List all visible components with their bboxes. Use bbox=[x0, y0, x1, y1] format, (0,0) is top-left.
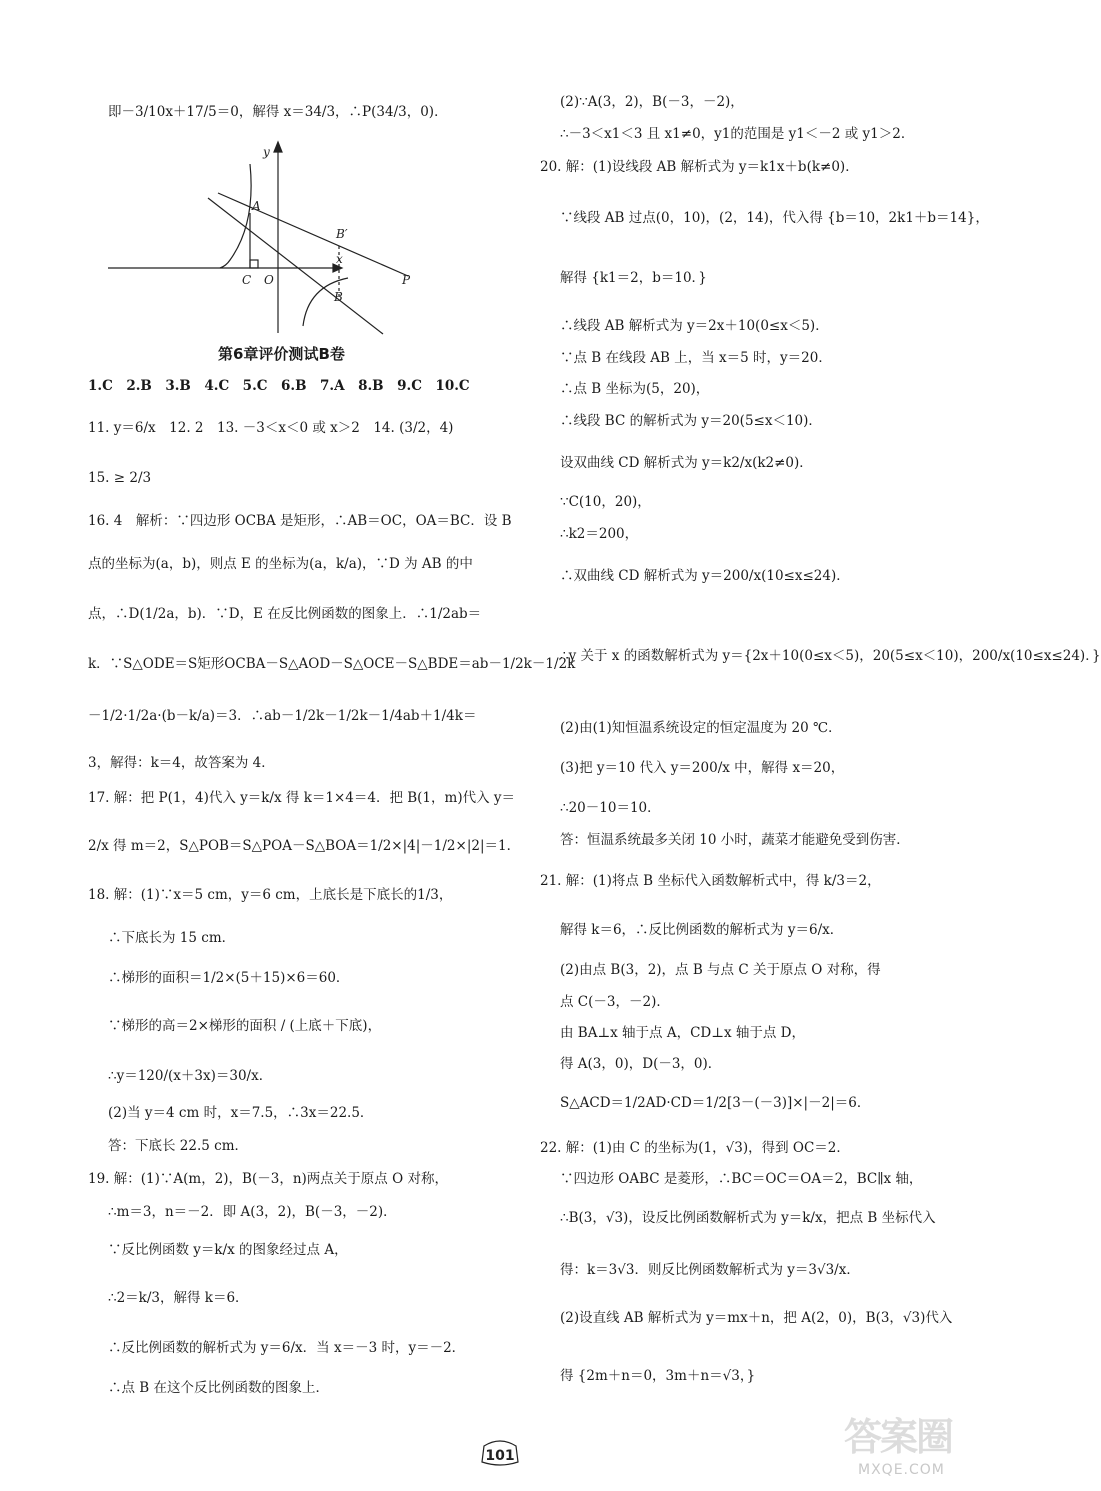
text-line: 18. 解：(1)∵x＝5 cm，y＝6 cm，上底长是下底长的1/3， bbox=[88, 887, 453, 903]
section-title: 第6章评价测试B卷 bbox=[218, 345, 345, 363]
y-axis-arrow bbox=[274, 142, 282, 152]
text-line: 由 BA⊥x 轴于点 A，CD⊥x 轴于点 D， bbox=[560, 1025, 805, 1041]
text-line: 20. 解：(1)设线段 AB 解析式为 y＝k1x＋b(k≠0)． bbox=[540, 159, 859, 175]
text-line: ∵梯形的高＝2×梯形的面积 / (上底＋下底)， bbox=[108, 1018, 382, 1034]
text-line: ∴y＝120/(x＋3x)＝30/x． bbox=[108, 1068, 273, 1084]
page-number: 101 bbox=[485, 1448, 515, 1464]
text-line: ∴20－10＝10． bbox=[560, 800, 661, 816]
text-line: －1/2·1/2a·(b－k/a)＝3．∴ab－1/2k－1/2k－1/4ab＋1/4k＝ bbox=[88, 708, 477, 724]
label-C: C bbox=[242, 273, 252, 287]
text-line: 11. y＝6/x 12. 2 13. －3＜x＜0 或 x＞2 14. (3/2，4) bbox=[88, 420, 454, 436]
text-line: ∴2＝k/3，解得 k＝6． bbox=[108, 1290, 249, 1306]
text-line: (2)由(1)知恒温系统设定的恒定温度为 20 ℃． bbox=[560, 720, 842, 736]
text-line: 21. 解：(1)将点 B 坐标代入函数解析式中，得 k/3＝2， bbox=[540, 873, 881, 889]
label-y: y bbox=[263, 145, 270, 159]
text-line: ∴y 关于 x 的函数解析式为 y＝{2x＋10(0≤x＜5)，20(5≤x＜10)，200/x(10≤x≤24)．} bbox=[560, 648, 1101, 664]
text-line: ∵线段 AB 过点(0，10)，(2，14)，代入得 {b＝10，2k1＋b＝14}， bbox=[560, 210, 989, 226]
text-line: ∴m＝3，n＝－2．即 A(3，2)，B(－3，－2)． bbox=[108, 1204, 397, 1220]
text-line: 点的坐标为(a，b)，则点 E 的坐标为(a，k/a)，∵D 为 AB 的中 bbox=[88, 556, 473, 572]
text-line: (2)设直线 AB 解析式为 y＝mx＋n，把 A(2，0)，B(3，√3)代入 bbox=[560, 1310, 953, 1326]
text-line: k．∵S△ODE＝S矩形OCBA－S△AOD－S△OCE－S△BDE＝ab－1/2k－1/2k bbox=[88, 656, 576, 672]
label-A: A bbox=[252, 199, 261, 213]
text-line: ∴－3＜x1＜3 且 x1≠0，y1的范围是 y1＜－2 或 y1＞2． bbox=[560, 126, 915, 142]
text-line: 答：下底长 22.5 cm． bbox=[108, 1138, 249, 1154]
text-line: (2)由点 B(3，2)，点 B 与点 C 关于原点 O 对称，得 bbox=[560, 962, 881, 978]
text-line: ∵四边形 OABC 是菱形，∴BC＝OC＝OA＝2，BC∥x 轴， bbox=[560, 1171, 923, 1187]
text-line: 设双曲线 CD 解析式为 y＝k2/x(k2≠0)． bbox=[560, 455, 813, 471]
text-line: 解得 {k1＝2，b＝10．} bbox=[560, 270, 707, 286]
text-line: (2)当 y＝4 cm 时，x＝7.5，∴3x＝22.5． bbox=[108, 1105, 374, 1121]
text-line: ∴k2＝200， bbox=[560, 526, 639, 542]
label-B2: B′ bbox=[336, 227, 348, 241]
text-line: ∴反比例函数的解析式为 y＝6/x．当 x＝－3 时，y＝－2． bbox=[108, 1340, 466, 1356]
text-line: (2)∵A(3，2)，B(－3，－2)， bbox=[560, 94, 744, 110]
text-line: 答：恒温系统最多关闭 10 小时，蔬菜才能避免受到伤害． bbox=[560, 832, 910, 848]
text-line: ∴点 B 在这个反比例函数的图象上． bbox=[108, 1380, 330, 1396]
text-line: 点，∴D(1/2a，b)．∵D，E 在反比例函数的图象上．∴1/2ab＝ bbox=[88, 606, 482, 622]
watermark-logo: 答案圈 bbox=[844, 1415, 953, 1459]
text-line: S△ACD＝1/2AD·CD＝1/2[3－(－3)]×|－2|＝6． bbox=[560, 1095, 871, 1111]
text-line: ∴下底长为 15 cm． bbox=[108, 930, 236, 946]
right-column bbox=[540, 0, 1101, 1420]
text-line: 1.C 2.B 3.B 4.C 5.C 6.B 7.A 8.B 9.C 10.C bbox=[88, 378, 470, 394]
watermark bbox=[838, 1411, 988, 1481]
text-line: 解得 k＝6，∴反比例函数的解析式为 y＝6/x． bbox=[560, 922, 844, 938]
text-line: 17. 解：把 P(1，4)代入 y＝k/x 得 k＝1×4＝4．把 B(1，m)代入 y＝ bbox=[88, 790, 516, 806]
hyperbola-left-branch bbox=[220, 164, 251, 268]
text-line: ∵C(10，20)， bbox=[560, 494, 651, 510]
text-line: ∴点 B 坐标为(5，20)， bbox=[560, 381, 710, 397]
text-line: 2/x 得 m＝2，S△POB＝S△POA－S△BOA＝1/2×|4|－1/2×|2|＝1． bbox=[88, 838, 521, 854]
page-number-badge bbox=[478, 1438, 522, 1470]
text-line: ∴梯形的面积＝1/2×(5＋15)×6＝60． bbox=[108, 970, 350, 986]
text-line: 得 {2m＋n＝0，3m＋n＝√3，} bbox=[560, 1368, 756, 1384]
text-line: (3)把 y＝10 代入 y＝200/x 中，解得 x＝20， bbox=[560, 760, 845, 776]
watermark-url: MXQE.COM bbox=[858, 1462, 945, 1479]
right-angle-mark bbox=[250, 260, 258, 268]
text-line: ∴线段 BC 的解析式为 y＝20(5≤x＜10)． bbox=[560, 413, 822, 429]
label-B: B bbox=[334, 290, 343, 304]
text-line: ∴双曲线 CD 解析式为 y＝200/x(10≤x≤24)． bbox=[560, 568, 850, 584]
label-O: O bbox=[264, 273, 274, 287]
text-line: 15. ≥ 2/3 bbox=[88, 470, 152, 486]
text-line: ∴B(3，√3)，设反比例函数解析式为 y＝k/x，把点 B 坐标代入 bbox=[560, 1210, 936, 1226]
text-line: 22. 解：(1)由 C 的坐标为(1，√3)，得到 OC＝2． bbox=[540, 1140, 850, 1156]
text-line: 16. 4 解析：∵四边形 OCBA 是矩形，∴AB＝OC，OA＝BC．设 B bbox=[88, 513, 512, 529]
label-x: x bbox=[336, 252, 343, 266]
text-line: ∴线段 AB 解析式为 y＝2x＋10(0≤x＜5)． bbox=[560, 318, 829, 334]
text-line: 3，解得：k＝4，故答案为 4． bbox=[88, 755, 275, 771]
function-graph bbox=[108, 138, 411, 338]
text-line: ∵反比例函数 y＝k/x 的图象经过点 A， bbox=[108, 1242, 348, 1258]
text-line: ∵点 B 在线段 AB 上，当 x＝5 时，y＝20． bbox=[560, 350, 832, 366]
text-line: 19. 解：(1)∵A(m，2)，B(－3，n)两点关于原点 O 对称， bbox=[88, 1171, 448, 1187]
label-P: P bbox=[402, 273, 411, 287]
text-line: 即－3/10x＋17/5＝0，解得 x＝34/3，∴P(34/3，0)． bbox=[108, 104, 448, 120]
text-line: 得 A(3，0)，D(－3，0)． bbox=[560, 1056, 722, 1072]
text-line: 点 C(－3，－2)． bbox=[560, 994, 670, 1010]
text-line: 得：k＝3√3．则反比例函数解析式为 y＝3√3/x． bbox=[560, 1262, 860, 1278]
